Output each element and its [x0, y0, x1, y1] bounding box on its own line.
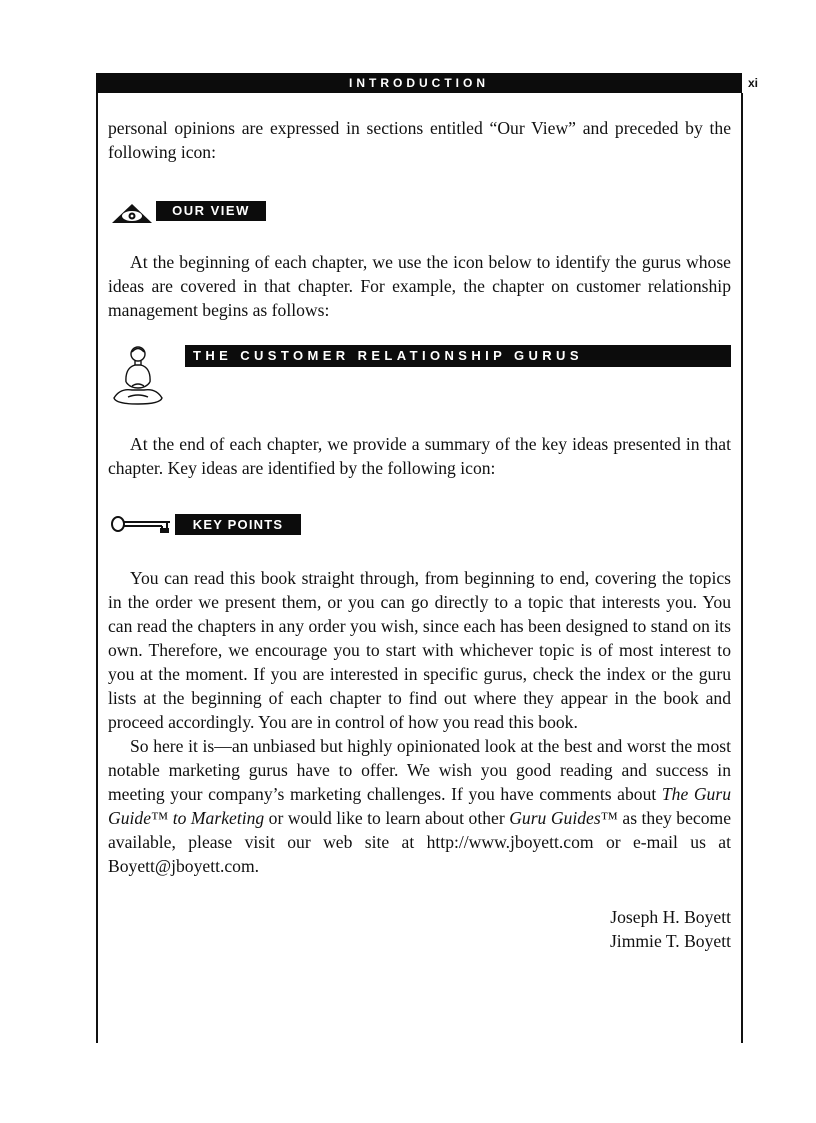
key-points-badge: KEY POINTS	[175, 514, 301, 535]
running-header	[96, 73, 742, 93]
signature-joseph: Joseph H. Boyett	[610, 907, 731, 927]
left-margin-rule	[96, 93, 98, 1043]
page-number: xi	[748, 76, 759, 90]
meditating-guru-icon	[108, 342, 168, 408]
paragraph-3: At the end of each chapter, we provide a summary of the key ideas presented in that chapter. Key ideas are identified by the following icon:	[108, 434, 731, 478]
signature-jimmie: Jimmie T. Boyett	[609, 931, 731, 951]
eye-icon	[110, 202, 154, 224]
paragraph-2: At the beginning of each chapter, we use the icon below to identify the gurus whose ideas are covered in that chapter. For example, the chapter on customer relationship management begins as follows:	[108, 252, 731, 320]
right-margin-rule	[741, 93, 743, 1043]
key-icon	[110, 513, 174, 535]
paragraph-4-5: You can read this book straight through, from beginning to end, covering the topics in the order we present them, or you can go directly to a topic that interests you. You can read the chapters in any order you wish, since each has been designed to stand on its own. Therefore, we encourage you to start with whichever topic is of most interest to you at the moment. If you are interested in specific gurus, check the index or the guru lists at the beginning of each chapter to find out where they appear in the book and proceed accordingly. You are in control of how you read this book. So here it is—an unbiased but highly opinionated look at the best and worst the most notable marketing gurus have to offer. We wish you good reading and success in meeting your company’s marketing challenges. If you have comments about The Guru Guide™ to Marketing or would like to learn about other Guru Guides™ as they become available, please visit our web site at http://www.jboyett.com or e-mail us at Boyett@jboyett.com.	[108, 568, 732, 876]
customer-relationship-gurus-badge: THE CUSTOMER RELATIONSHIP GURUS	[185, 345, 731, 367]
our-view-badge: OUR VIEW	[156, 201, 266, 221]
section-title: INTRODUCTION	[349, 76, 489, 90]
paragraph-5: So here it is—an unbiased but highly opinionated look at the best and worst the most notable marketing gurus have to offer. We wish you good reading and success in meeting your company’s marketing challenges. If you have comments about The Guru Guide™ to Marketing or would like to learn about other Guru Guides™ as they become available, please visit our web site at http://www.jboyett.com or e-mail us at Boyett@jboyett.com.	[108, 736, 732, 876]
paragraph-1: personal opinions are expressed in sections entitled “Our View” and preceded by the following icon:	[108, 118, 731, 162]
